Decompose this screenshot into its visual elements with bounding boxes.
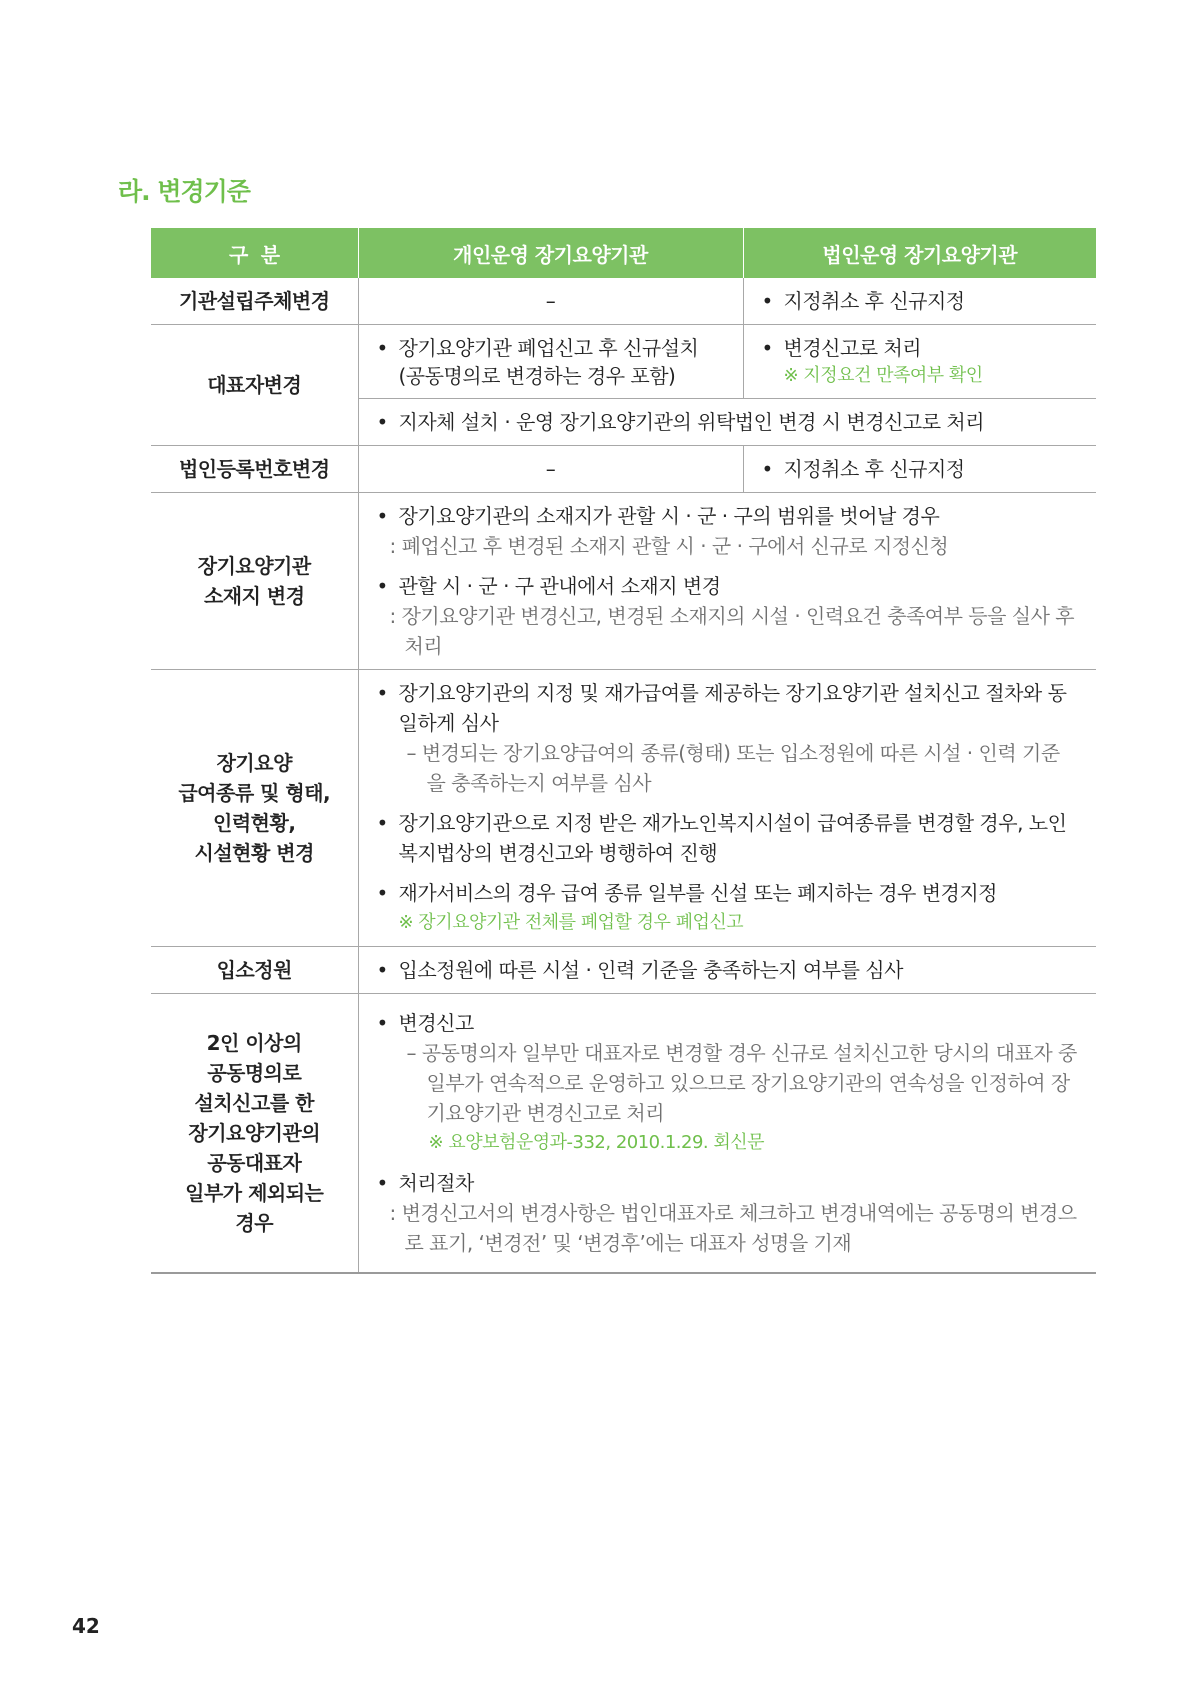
sub-text: – 변경되는 장기요양급여의 종류(형태) 또는 입소정원에 따른 시설 · 인력 기준을 충족하는지 여부를 심사 [406, 741, 1060, 795]
bullet-item: • 변경신고로 처리 [762, 334, 1079, 362]
table-row [151, 947, 1096, 994]
sub-text: : 변경신고서의 변경사항은 법인대표자로 체크하고 변경내역에는 공동명의 변경으로 표기, ‘변경전’ 및 ‘변경후’에는 대표자 성명을 기재 [389, 1200, 1077, 1255]
header-personal: 개인운영 장기요양기관 [358, 228, 743, 278]
section-title: 라. 변경기준 [118, 177, 250, 206]
table-row [151, 493, 1096, 670]
row-category: 입소정원 [151, 947, 358, 994]
table-row [151, 278, 1096, 325]
category-line: 급여종류 및 형태, [178, 781, 331, 805]
bullet-item: • 재가서비스의 경우 급여 종류 일부를 신설 또는 폐지하는 경우 변경지정 [377, 878, 1079, 908]
category-line: 일부가 제외되는 [185, 1180, 324, 1205]
category-line: 공동대표자 [207, 1150, 302, 1175]
corporate-cell [743, 278, 1096, 325]
header-category: 구 분 [151, 228, 358, 278]
note-text: ※ 요양보험운영과-332, 2010.1.29. 회신문 [428, 1131, 765, 1153]
corporate-cell [743, 446, 1096, 493]
bullet-item: • 장기요양기관의 소재지가 관할 시 · 군 · 구의 범위를 벗어날 경우 [377, 501, 1079, 531]
category-line: 경우 [235, 1210, 274, 1235]
row-category: 대표자변경 [151, 325, 358, 446]
personal-cell [358, 325, 743, 399]
note-text: ※ 지정요건 만족여부 확인 [783, 364, 983, 386]
category-line: 장기요양기관의 [188, 1120, 321, 1145]
shared-cell [358, 994, 1096, 1273]
personal-cell: – [358, 446, 743, 493]
category-line: 공동명의로 [207, 1060, 302, 1085]
category-line: 시설현황 변경 [194, 841, 314, 865]
table-row [151, 446, 1096, 493]
bullet-item: • 장기요양기관으로 지정 받은 재가노인복지시설이 급여종류를 변경할 경우, 노인복지법상의 변경신고와 병행하여 진행 [377, 808, 1079, 868]
shared-cell [358, 399, 1096, 446]
shared-cell [358, 670, 1096, 947]
row-category: 기관설립주체변경 [151, 278, 358, 325]
category-line: 장기요양기관 [197, 554, 311, 578]
sub-text: – 공동명의자 일부만 대표자로 변경할 경우 신규로 설치신고한 당시의 대표자 중 일부가 연속적으로 운영하고 있으므로 장기요양기관의 연속성을 인정하여 장기요양기관 변경신고로 처리 [406, 1040, 1077, 1125]
table-row [151, 994, 1096, 1273]
note-text: ※ 장기요양기관 전체를 폐업할 경우 폐업신고 [398, 912, 744, 933]
shared-cell [358, 947, 1096, 994]
sub-text: : 장기요양기관 변경신고, 변경된 소재지의 시설 · 인력요건 충족여부 등을 실사 후 처리 [389, 604, 1075, 658]
category-line: 2인 이상의 [206, 1030, 302, 1055]
corporate-cell [743, 325, 1096, 399]
category-line: 인력현황, [213, 811, 296, 835]
row-category [151, 493, 358, 670]
row-category [151, 670, 358, 947]
row-category: 법인등록번호변경 [151, 446, 358, 493]
bullet-item: • 입소정원에 따른 시설 · 인력 기준을 충족하는지 여부를 심사 [377, 955, 1079, 985]
bullet-item: • 변경신고 [377, 1008, 1079, 1038]
sub-text: : 폐업신고 후 변경된 소재지 관할 시 · 군 · 구에서 신규로 지정신청 [389, 534, 949, 558]
row-category [151, 994, 358, 1273]
category-line: 소재지 변경 [203, 584, 305, 608]
page-number: 42 [72, 1614, 100, 1638]
table-row [151, 670, 1096, 947]
bullet-continuation: (공동명의로 변경하는 경우 포함) [398, 363, 676, 388]
bullet-item: • 관할 시 · 군 · 구 관내에서 소재지 변경 [377, 571, 1079, 601]
header-corporate: 법인운영 장기요양기관 [743, 228, 1096, 278]
bullet-item: • 지정취소 후 신규지정 [762, 454, 1079, 484]
shared-cell [358, 493, 1096, 670]
bullet-item: • 처리절차 [377, 1168, 1079, 1198]
bullet-item: • 장기요양기관의 지정 및 재가급여를 제공하는 장기요양기관 설치신고 절차와 동일하게 심사 [377, 678, 1079, 738]
bullet-item: • 지자체 설치 · 운영 장기요양기관의 위탁법인 변경 시 변경신고로 처리 [377, 407, 1079, 437]
bullet-item: • 장기요양기관 폐업신고 후 신규설치 [377, 334, 725, 362]
table-header-row [151, 228, 1096, 278]
change-criteria-table [151, 228, 1096, 1274]
bullet-item: • 지정취소 후 신규지정 [762, 286, 1079, 316]
personal-cell: – [358, 278, 743, 325]
category-line: 설치신고를 한 [194, 1090, 314, 1115]
category-line: 장기요양 [216, 751, 292, 775]
table-row [151, 325, 1096, 399]
